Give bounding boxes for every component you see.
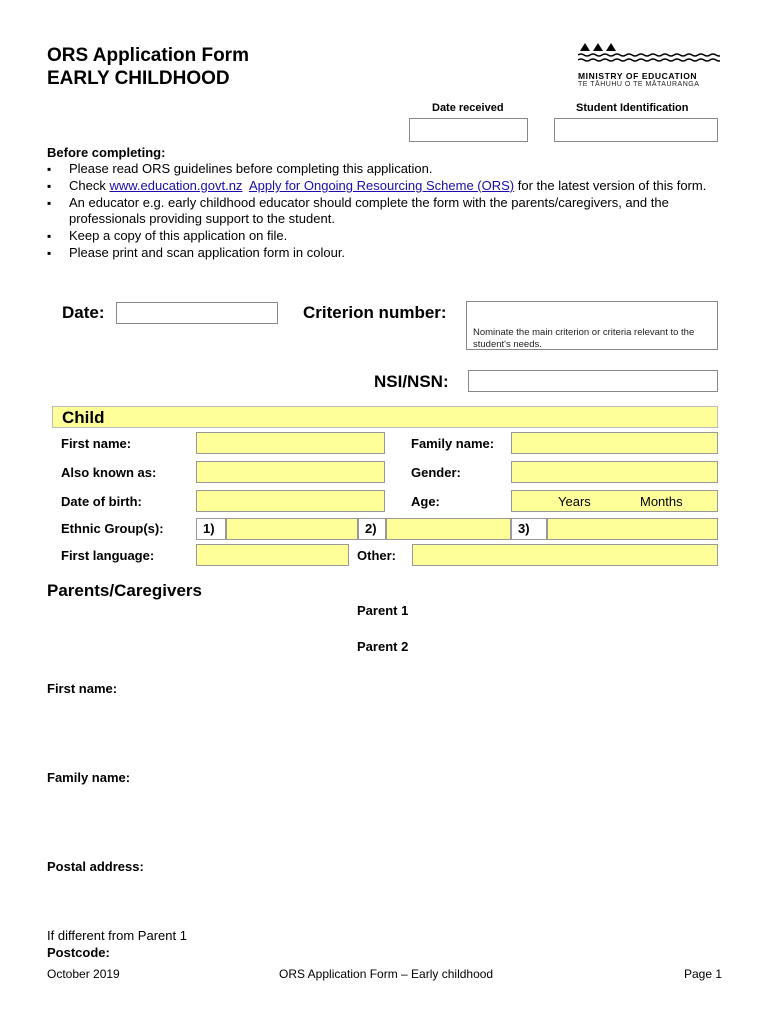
mountains-water-icon bbox=[578, 40, 720, 64]
ministry-logo bbox=[578, 40, 723, 88]
criterion-note: Nominate the main criterion or criteria relevant to the student's needs. bbox=[473, 327, 695, 350]
age-years-label: Years bbox=[558, 494, 591, 509]
child-first-name-input[interactable] bbox=[196, 432, 385, 454]
before-heading: Before completing: bbox=[47, 145, 166, 160]
other-language-label: Other: bbox=[357, 548, 396, 563]
parent-family-name-label: Family name: bbox=[47, 770, 131, 785]
instruction-item: ▪ An educator e.g. early childhood educator should complete the form with the parents/caregivers, and the professionals providing support to the student. bbox=[69, 195, 727, 227]
form-title-line2: EARLY CHILDHOOD bbox=[47, 68, 230, 89]
parents-heading: Parents/Caregivers bbox=[47, 581, 202, 600]
parent-first-name-label: First name: bbox=[47, 681, 118, 696]
if-different-note: If different from Parent 1 bbox=[47, 928, 187, 943]
age-months-label: Months bbox=[640, 494, 683, 509]
parent-1-label: Parent 1 bbox=[357, 603, 409, 618]
parent-2-label: Parent 2 bbox=[357, 639, 409, 654]
date-received-input[interactable] bbox=[409, 118, 528, 142]
student-id-label: Student Identification bbox=[576, 102, 689, 114]
child-section-header bbox=[52, 406, 718, 428]
logo-subname: TE TĀHUHU O TE MĀTAURANGA bbox=[578, 81, 700, 88]
ors-link[interactable]: Apply for Ongoing Resourcing Scheme (ORS) bbox=[248, 178, 515, 193]
criterion-label: Criterion number: bbox=[303, 303, 447, 322]
footer-date: October 2019 bbox=[47, 967, 120, 981]
child-family-name-label: Family name: bbox=[411, 436, 495, 451]
gender-input[interactable] bbox=[511, 461, 718, 483]
dob-label: Date of birth: bbox=[61, 494, 142, 509]
ethnic-2-input[interactable] bbox=[386, 518, 511, 540]
nsi-input[interactable] bbox=[468, 370, 718, 392]
postal-address-label: Postal address: bbox=[47, 859, 144, 874]
nsi-label: NSI/NSN: bbox=[374, 372, 449, 391]
child-family-name-input[interactable] bbox=[511, 432, 718, 454]
age-label: Age: bbox=[411, 494, 440, 509]
child-heading: Child bbox=[62, 408, 105, 427]
instruction-item: ▪ Keep a copy of this application on file. bbox=[69, 228, 727, 244]
child-first-name-label: First name: bbox=[61, 436, 132, 451]
ethnic-1-input[interactable] bbox=[226, 518, 358, 540]
ethnic-3-input[interactable] bbox=[547, 518, 718, 540]
form-title bbox=[47, 44, 249, 90]
student-id-input[interactable] bbox=[554, 118, 718, 142]
instruction-text: Check bbox=[69, 178, 110, 193]
logo-name: MINISTRY OF EDUCATION bbox=[578, 71, 698, 81]
date-input[interactable] bbox=[116, 302, 278, 324]
first-language-input[interactable] bbox=[196, 544, 349, 566]
criterion-input[interactable] bbox=[466, 301, 718, 350]
footer-page: Page 1 bbox=[684, 967, 723, 981]
also-known-as-input[interactable] bbox=[196, 461, 385, 483]
before-completing-section bbox=[47, 145, 727, 262]
education-link[interactable]: www.education.govt.nz bbox=[109, 178, 243, 193]
footer-title: ORS Application Form – Early childhood bbox=[279, 967, 494, 981]
instruction-text: for the latest version of this form. bbox=[514, 178, 707, 193]
ethnic-1-number: 1) bbox=[196, 518, 226, 540]
ethnic-group-label: Ethnic Group(s): bbox=[61, 521, 164, 536]
instruction-item: ▪ Please print and scan application form in colour. bbox=[69, 245, 727, 261]
first-language-label: First language: bbox=[61, 548, 155, 563]
ethnic-3-number: 3) bbox=[511, 518, 547, 540]
instructions-list bbox=[47, 161, 727, 261]
instruction-item bbox=[69, 178, 727, 194]
postcode-label: Postcode: bbox=[47, 945, 110, 960]
form-title-line1: ORS Application Form bbox=[47, 45, 249, 66]
ethnic-2-number: 2) bbox=[358, 518, 386, 540]
gender-label: Gender: bbox=[411, 465, 461, 480]
date-label: Date: bbox=[62, 303, 105, 322]
age-input[interactable] bbox=[511, 490, 718, 512]
date-received-label: Date received bbox=[432, 102, 504, 114]
instruction-item: ▪ Please read ORS guidelines before completing this application. bbox=[69, 161, 727, 177]
other-language-input[interactable] bbox=[412, 544, 718, 566]
dob-input[interactable] bbox=[196, 490, 385, 512]
also-known-as-label: Also known as: bbox=[61, 465, 157, 480]
